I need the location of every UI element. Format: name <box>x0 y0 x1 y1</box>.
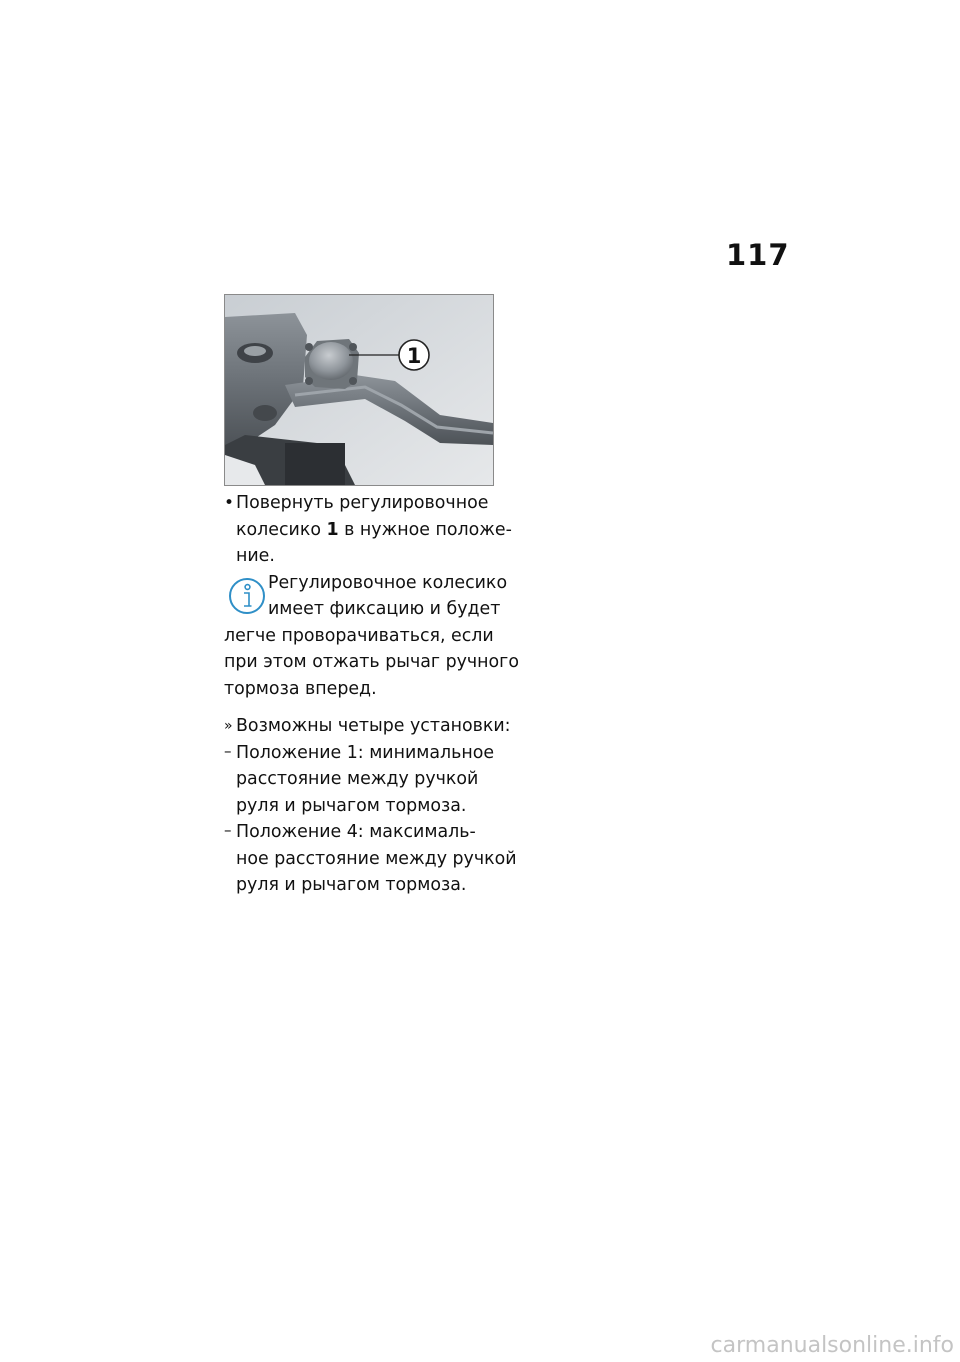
step-line: колесико 1 в нужное положе- <box>236 519 512 540</box>
option-line: Положение 1: минимальное <box>236 742 495 763</box>
option-line: руля и рычагом тормоза. <box>236 875 467 895</box>
bullet-marker: • <box>224 493 235 513</box>
instructions <box>224 490 519 899</box>
result-arrow-icon: » <box>224 718 233 734</box>
dash-marker: – <box>224 741 232 760</box>
page-number: 117 <box>726 238 790 272</box>
result-item <box>224 713 511 740</box>
step-line: Повернуть регулировочное <box>236 493 489 513</box>
option-line: Положение 4: максималь- <box>236 822 476 842</box>
callout-label: 1 <box>406 344 422 368</box>
brake-lever-figure <box>224 294 494 486</box>
option-line: расстояние между ручкой <box>236 769 479 789</box>
note-line: легче проворачиваться, если <box>224 625 494 646</box>
result-text: Возможны четыре установки: <box>236 716 511 736</box>
note-line: при этом отжать рычаг ручного <box>224 652 519 672</box>
option-line: руля и рычагом тормоза. <box>236 795 467 816</box>
key-number: 1 <box>326 519 339 540</box>
step-item <box>224 490 512 570</box>
option-item <box>224 740 496 820</box>
step-line: ние. <box>236 546 275 566</box>
info-note <box>224 570 519 703</box>
option-line: ное расстояние между ручкой <box>236 848 517 869</box>
dash-marker: – <box>224 821 232 839</box>
option-item <box>224 819 517 899</box>
watermark: carmanualsonline.info <box>710 1333 954 1358</box>
note-line: имеет фиксацию и будет <box>268 599 501 619</box>
note-line: тормоза вперед. <box>224 678 377 699</box>
info-icon <box>227 576 267 616</box>
note-line: Регулировочное колесико <box>268 572 508 593</box>
brake-lever-illustration <box>225 295 493 485</box>
